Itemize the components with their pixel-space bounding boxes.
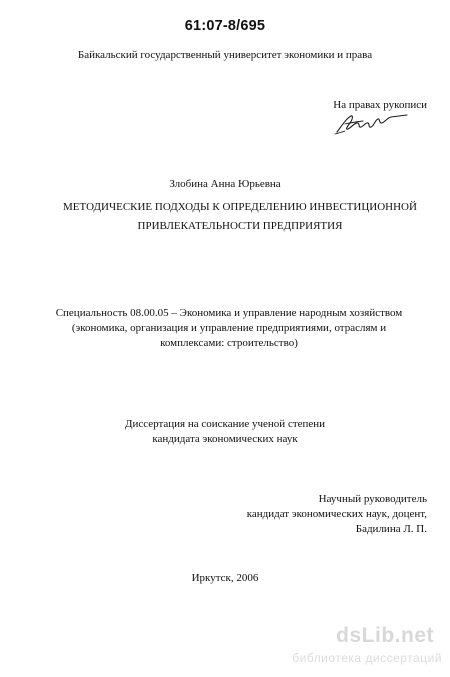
degree-line: Диссертация на соискание ученой степени (124, 418, 326, 430)
degree-line: кандидата экономических наук (152, 433, 298, 445)
supervisor-line: Бадилина Л. П. (355, 523, 427, 535)
supervisor-block (247, 492, 427, 537)
degree-block (0, 417, 450, 447)
supervisor-line: Научный руководитель (318, 493, 427, 505)
supervisor-line: кандидат экономических наук, доцент, (246, 508, 427, 520)
watermark-main: dsLib.net (336, 624, 434, 647)
university-name: Байкальский государственный университет экономики и права (77, 49, 373, 61)
specialty-block (55, 306, 403, 351)
title-line: МЕТОДИЧЕСКИЕ ПОДХОДЫ К ОПРЕДЕЛЕНИЮ ИНВЕСТИЦИОННОЙ (63, 201, 417, 213)
title-line: ПРИВЛЕКАТЕЛЬНОСТИ ПРЕДПРИЯТИЯ (137, 220, 343, 232)
watermark-sub: библиотека диссертаций (292, 651, 442, 665)
rights-note: На правах рукописи (333, 99, 427, 111)
author-name: Злобина Анна Юрьевна (169, 178, 281, 190)
city-year: Иркутск, 2006 (191, 572, 259, 584)
specialty-line: Специальность 08.00.05 – Экономика и управление народным хозяйством (55, 307, 403, 319)
dissertation-title (58, 198, 422, 236)
catalog-code: 61:07-8/695 (184, 18, 266, 34)
watermark-logo (272, 624, 442, 672)
specialty-line: (экономика, организация и управление предприятиями, отраслям и (71, 322, 387, 334)
specialty-line: комплексами: строительство) (160, 337, 298, 349)
signature-icon (333, 110, 413, 136)
